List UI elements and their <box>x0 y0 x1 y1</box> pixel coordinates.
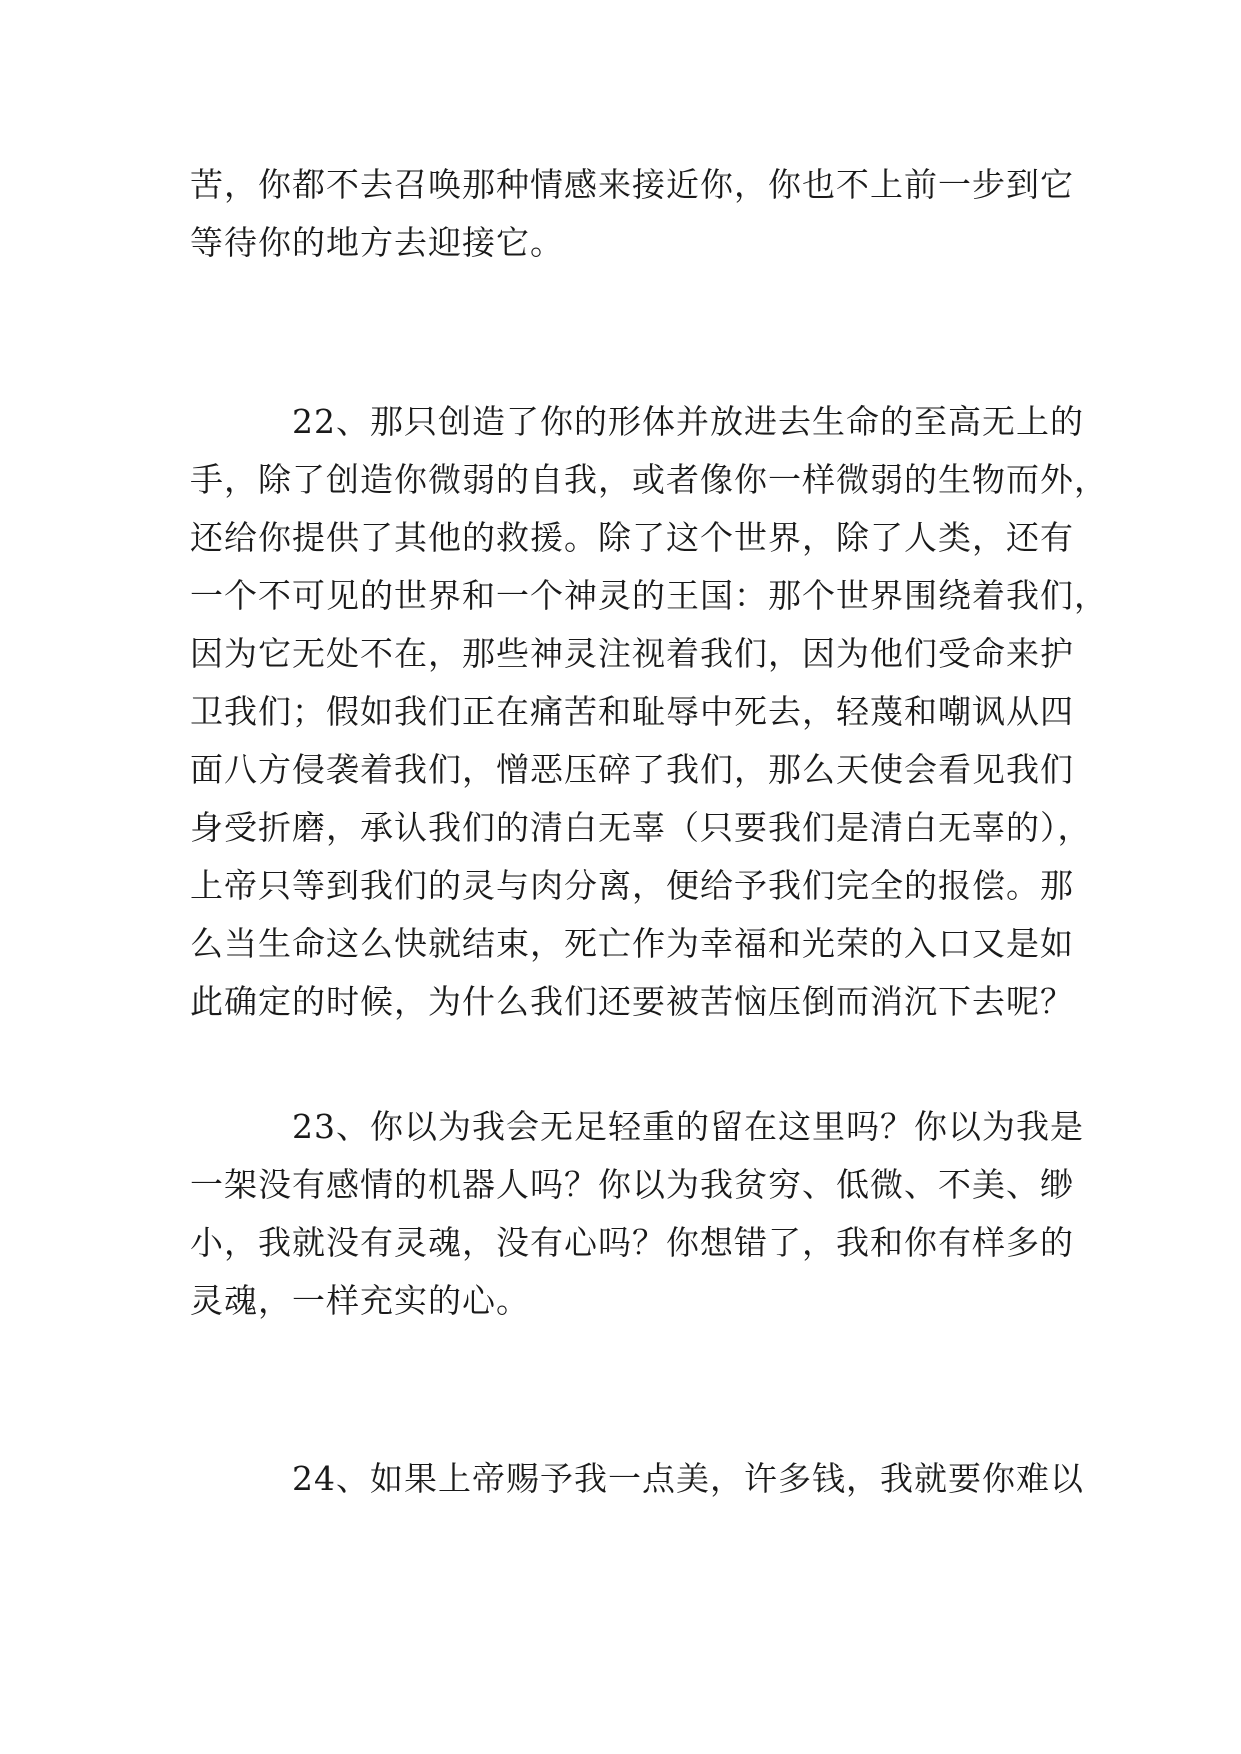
text-line: 一个不可见的世界和一个神灵的王国：那个世界围绕着我们， <box>190 576 1108 615</box>
text-line: 卫我们；假如我们正在痛苦和耻辱中死去，轻蔑和嘲讽从四 <box>190 692 1074 731</box>
text-line: 因为它无处不在，那些神灵注视着我们，因为他们受命来护 <box>190 634 1074 673</box>
text-line: 么当生命这么快就结束，死亡作为幸福和光荣的入口又是如 <box>190 924 1074 963</box>
text-line: 22、那只创造了你的形体并放进去生命的至高无上的 <box>292 402 1084 441</box>
text-line: 还给你提供了其他的救援。除了这个世界，除了人类，还有 <box>190 518 1074 557</box>
text-line: 苦，你都不去召唤那种情感来接近你，你也不上前一步到它 <box>190 165 1074 204</box>
text-line: 24、如果上帝赐予我一点美，许多钱，我就要你难以 <box>292 1459 1084 1498</box>
text-line: 面八方侵袭着我们，憎恶压碎了我们，那么天使会看见我们 <box>190 750 1074 789</box>
text-line: 一架没有感情的机器人吗？你以为我贫穷、低微、不美、缈 <box>190 1165 1074 1204</box>
text-line: 此确定的时候，为什么我们还要被苦恼压倒而消沉下去呢？ <box>190 982 1074 1021</box>
paragraph-23 <box>190 1098 1084 1330</box>
paragraph-continuation <box>190 156 1074 272</box>
text-line: 23、你以为我会无足轻重的留在这里吗？你以为我是 <box>292 1107 1084 1146</box>
paragraph-24 <box>190 1450 1084 1508</box>
text-line: 上帝只等到我们的灵与肉分离，便给予我们完全的报偿。那 <box>190 866 1074 905</box>
paragraph-22 <box>190 393 1108 1031</box>
text-line: 手，除了创造你微弱的自我，或者像你一样微弱的生物而外， <box>190 460 1108 499</box>
text-line: 等待你的地方去迎接它。 <box>190 223 564 262</box>
text-line: 灵魂，一样充实的心。 <box>190 1281 530 1320</box>
text-line: 小，我就没有灵魂，没有心吗？你想错了，我和你有样多的 <box>190 1223 1074 1262</box>
text-line: 身受折磨，承认我们的清白无辜（只要我们是清白无辜的）， <box>190 808 1092 847</box>
